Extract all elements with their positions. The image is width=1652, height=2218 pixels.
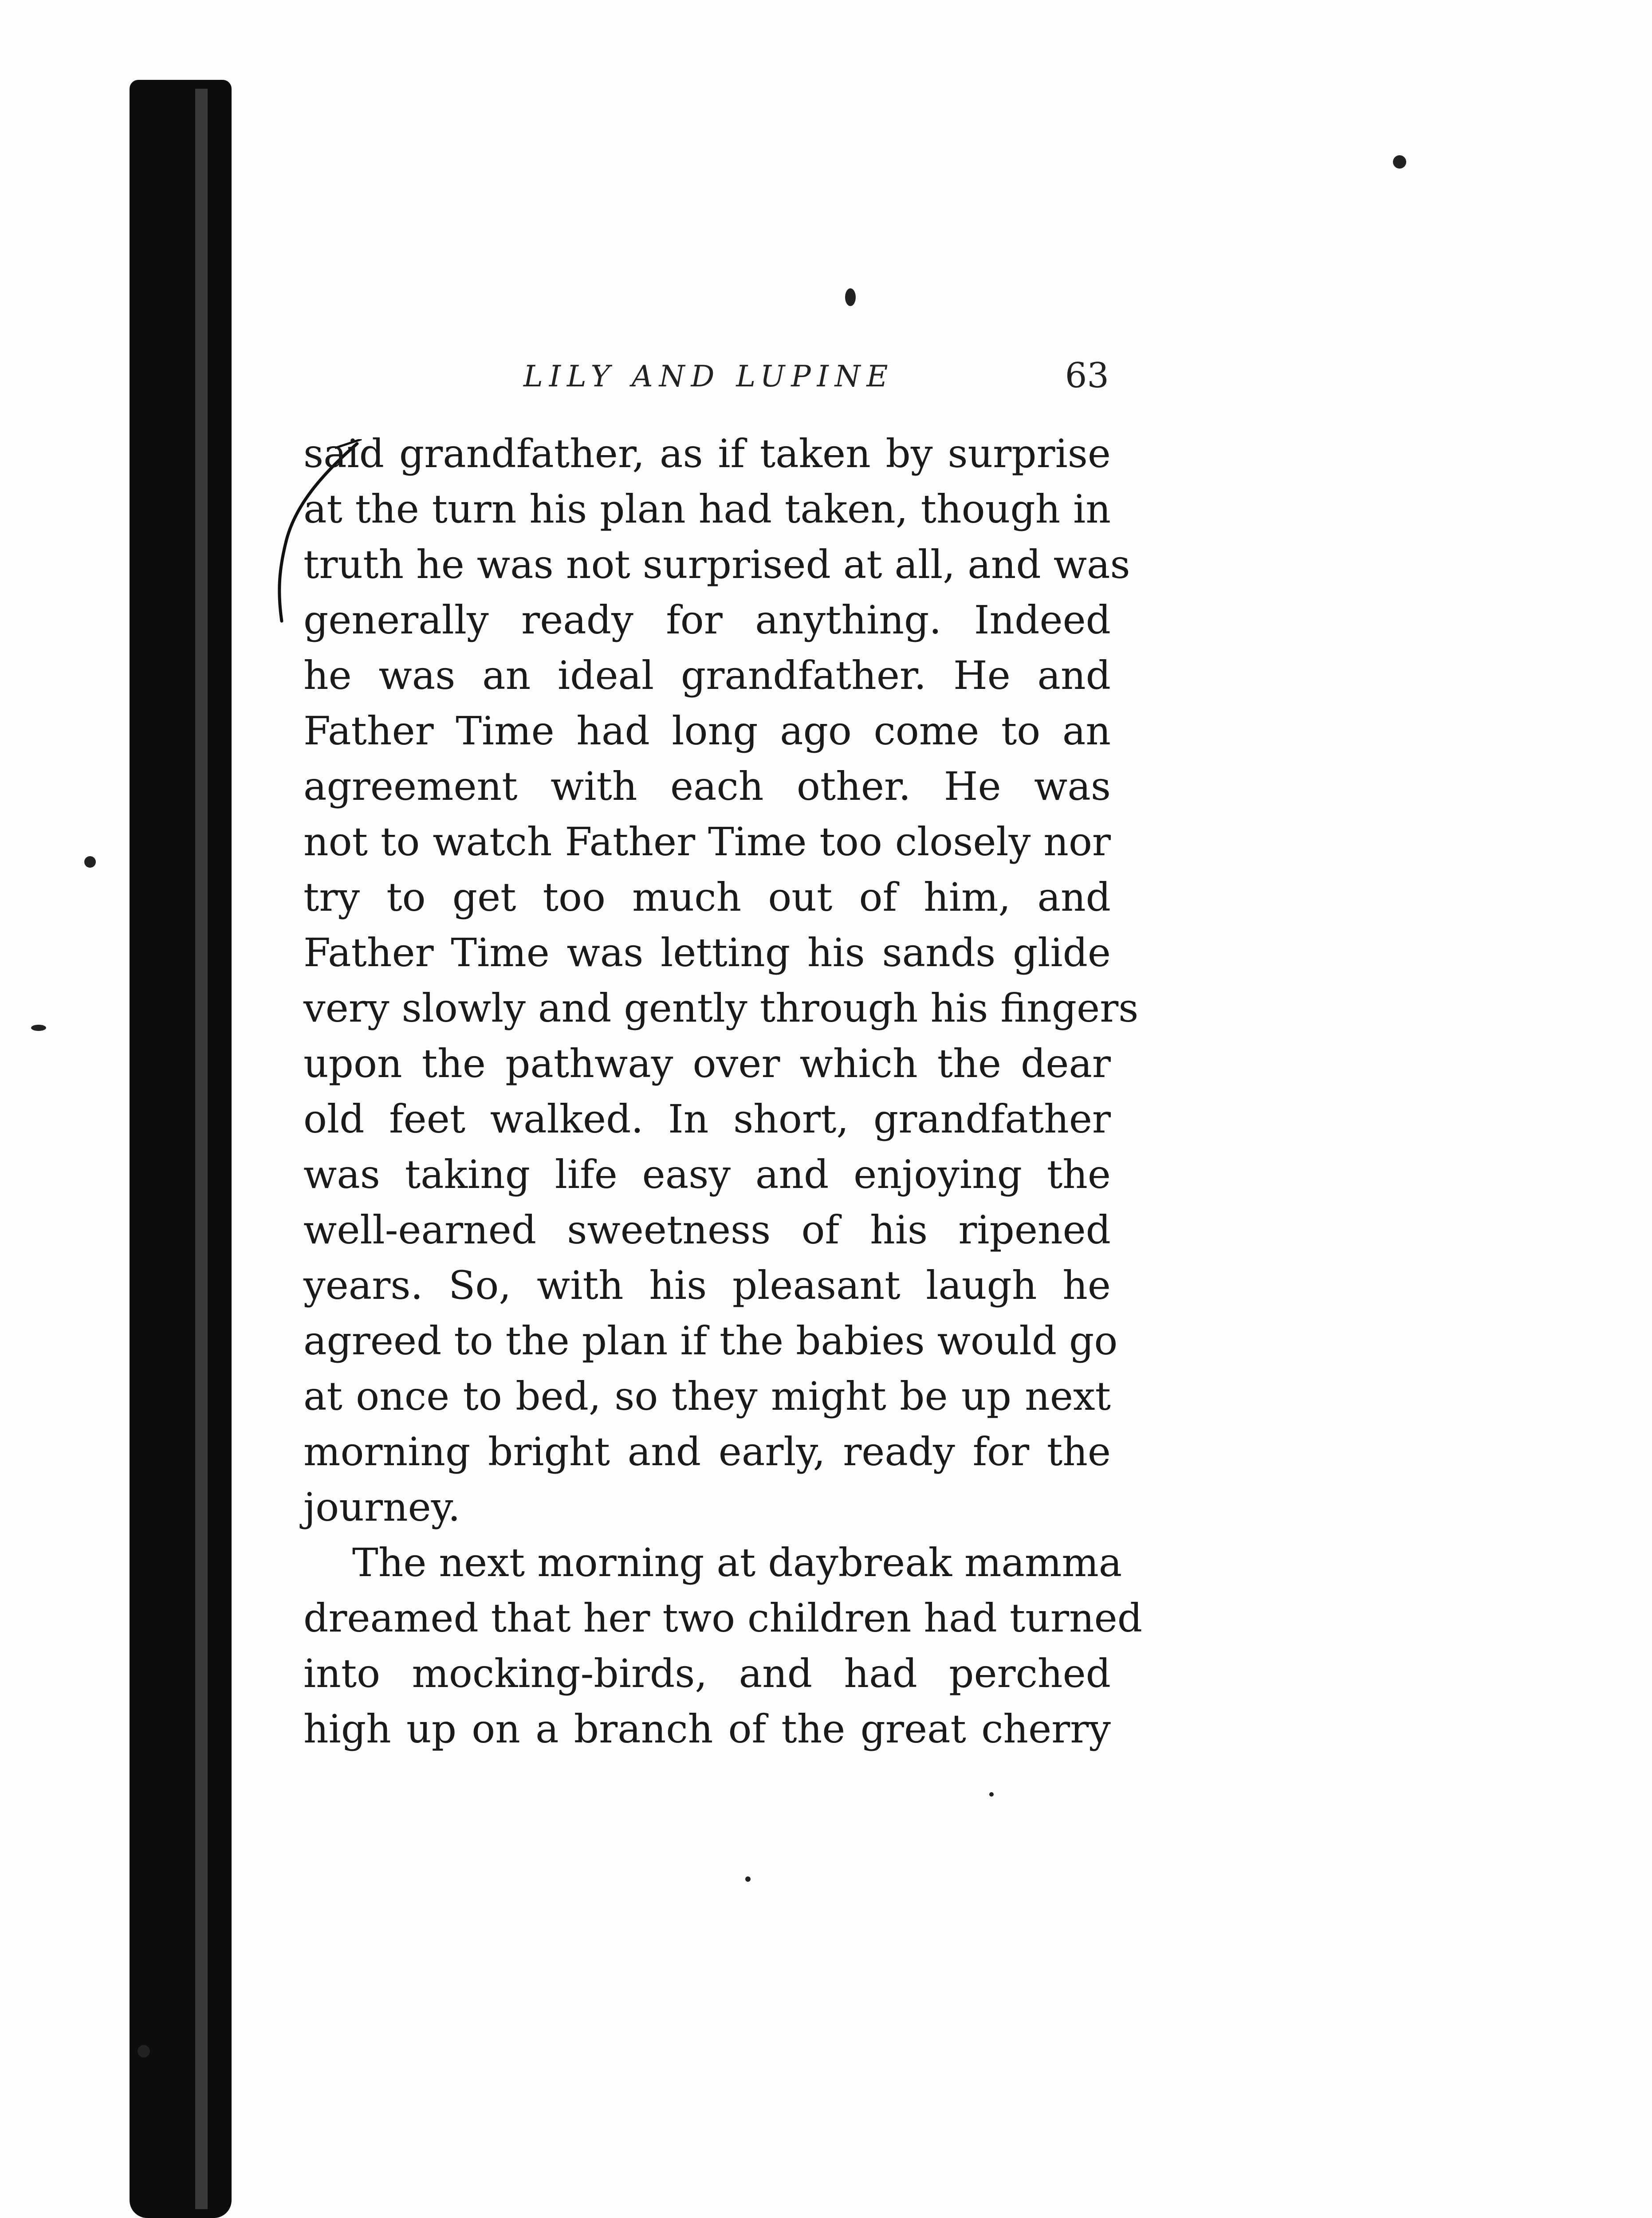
page-header (510, 350, 1109, 408)
text-line: agreed to the plan if the babies would go (303, 1318, 1118, 1364)
scan-speck (989, 1792, 994, 1797)
text-line: into mocking-birds, and had perched (303, 1651, 1111, 1696)
scan-speck (138, 2045, 150, 2057)
text-line: said grandfather, as if taken by surprise (303, 431, 1111, 476)
text-line-paragraph-start: The next morning at daybreak mamma (352, 1540, 1122, 1585)
scan-speck (745, 1876, 751, 1882)
text-line: not to watch Father Time too closely nor (303, 819, 1111, 865)
scan-speck (845, 288, 856, 306)
body-text (303, 426, 1143, 1757)
text-line: at the turn his plan had taken, though in (303, 486, 1111, 532)
page-number: 63 (1065, 356, 1109, 396)
text-line: he was an ideal grandfather. He and (303, 653, 1111, 698)
text-line: very slowly and gently through his fingers (303, 985, 1139, 1031)
text-line: well-earned sweetness of his ripened (303, 1207, 1111, 1253)
text-line: high up on a branch of the great cherry (303, 1706, 1111, 1752)
text-line: generally ready for anything. Indeed (303, 597, 1111, 643)
text-line: upon the pathway over which the dear (303, 1041, 1111, 1086)
text-line: at once to bed, so they might be up next (303, 1373, 1111, 1419)
binding-edge (195, 89, 208, 2209)
text-line: truth he was not surprised at all, and was (303, 542, 1130, 587)
text-line: agreement with each other. He was (303, 763, 1111, 809)
text-line: old feet walked. In short, grandfather (303, 1096, 1111, 1142)
text-line: journey. (303, 1484, 460, 1530)
text-line: Father Time had long ago come to an (303, 708, 1111, 754)
text-line: dreamed that her two children had turned (303, 1595, 1143, 1641)
binding-shadow (130, 80, 232, 2218)
text-line: try to get too much out of him, and (303, 874, 1111, 920)
text-line: Father Time was letting his sands glide (303, 930, 1111, 975)
text-line: morning bright and early, ready for the (303, 1429, 1111, 1475)
scan-speck (84, 856, 96, 868)
text-line: was taking life easy and enjoying the (303, 1152, 1111, 1197)
scan-speck (1393, 155, 1406, 169)
scan-speck (31, 1025, 46, 1031)
running-head: LILY AND LUPINE (523, 359, 894, 393)
text-line: years. So, with his pleasant laugh he (303, 1262, 1111, 1308)
